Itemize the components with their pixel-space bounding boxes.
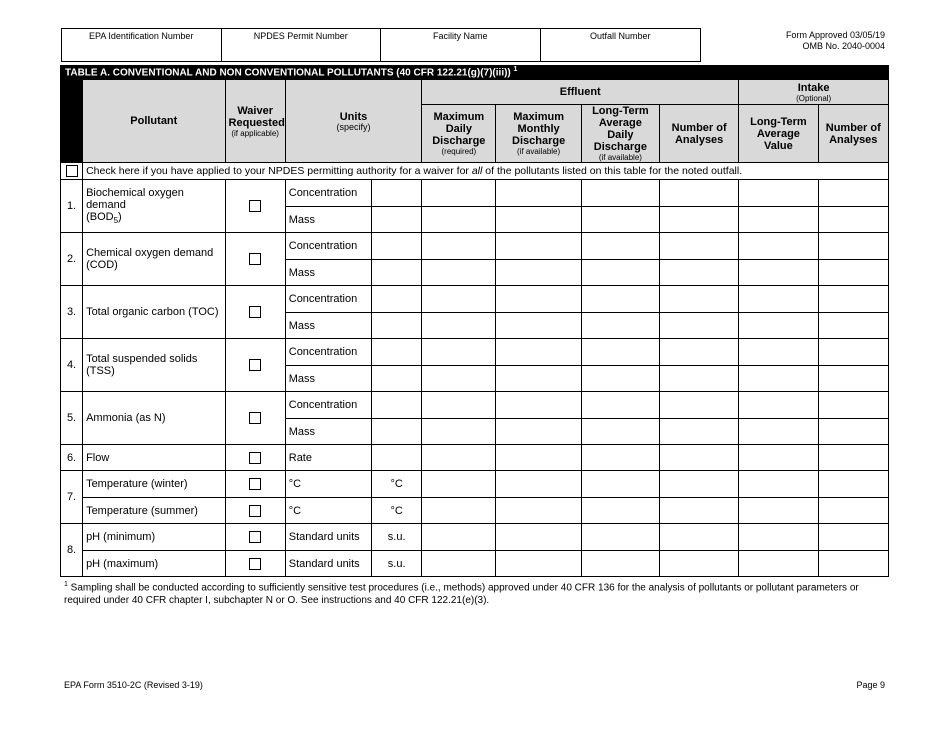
value-cell[interactable]	[739, 551, 818, 577]
omb-number: OMB No. 2040-0004	[802, 41, 885, 51]
waiver-checkbox[interactable]	[249, 306, 261, 318]
value-cell[interactable]	[818, 313, 888, 339]
pollutant-name: Total organic carbon (TOC)	[83, 286, 225, 339]
unit-input[interactable]	[372, 392, 422, 419]
value-cell[interactable]	[581, 180, 659, 207]
intake-header: Intake (Optional)	[739, 80, 889, 105]
value-cell[interactable]	[818, 339, 888, 366]
col-waiver: Waiver Requested (if applicable)	[225, 80, 285, 163]
value-cell[interactable]	[660, 524, 739, 551]
pollutant-name: Biochemical oxygen demand $(BOD_5)$	[83, 180, 225, 233]
waiver-checkbox[interactable]	[249, 253, 261, 265]
value-cell[interactable]	[660, 445, 739, 471]
value-cell[interactable]	[422, 419, 496, 445]
pollutant-name: Ammonia (as N)	[83, 392, 225, 445]
unit-label: Mass	[285, 366, 371, 392]
unit-value: s.u.	[372, 524, 422, 551]
row-number: 8.	[61, 524, 83, 577]
value-cell[interactable]	[739, 313, 818, 339]
waiver-checkbox[interactable]	[249, 412, 261, 424]
value-cell[interactable]	[496, 260, 581, 286]
value-cell[interactable]	[496, 524, 581, 551]
col-intake-avg: Long-Term Average Value	[739, 105, 818, 163]
all-waiver-cell	[61, 163, 83, 180]
value-cell[interactable]	[739, 366, 818, 392]
value-cell[interactable]	[496, 551, 581, 577]
table-title: TABLE A. CONVENTIONAL AND NON CONVENTIONAL POLLUTANTS (40 CFR 122.21(g)(7)(iii)) $^1$	[61, 66, 889, 80]
value-cell[interactable]	[581, 392, 659, 419]
unit-input[interactable]	[372, 286, 422, 313]
black-corner	[61, 80, 83, 163]
value-cell[interactable]	[660, 286, 739, 313]
value-cell[interactable]	[496, 233, 581, 260]
waiver-checkbox[interactable]	[249, 505, 261, 517]
row-number: 7.	[61, 471, 83, 524]
table-row	[61, 471, 889, 498]
value-cell[interactable]	[818, 551, 888, 577]
value-cell[interactable]	[660, 313, 739, 339]
unit-value: °C	[372, 471, 422, 498]
header-id-boxes	[61, 28, 701, 62]
value-cell[interactable]	[496, 366, 581, 392]
value-cell[interactable]	[422, 524, 496, 551]
effluent-header: Effluent	[422, 80, 739, 105]
value-cell[interactable]	[660, 551, 739, 577]
waiver-checkbox[interactable]	[249, 558, 261, 570]
unit-input[interactable]	[372, 180, 422, 207]
value-cell[interactable]	[422, 339, 496, 366]
value-cell[interactable]	[496, 339, 581, 366]
value-cell[interactable]	[818, 260, 888, 286]
value-cell[interactable]	[818, 366, 888, 392]
row-number: 4.	[61, 339, 83, 392]
table-row	[61, 524, 889, 551]
outfall-number-label: Outfall Number	[589, 31, 651, 41]
value-cell[interactable]	[818, 286, 888, 313]
value-cell[interactable]	[422, 233, 496, 260]
value-cell[interactable]	[739, 180, 818, 207]
value-cell[interactable]	[496, 180, 581, 207]
value-cell[interactable]	[581, 471, 659, 498]
table-row	[61, 392, 889, 419]
value-cell[interactable]	[496, 419, 581, 445]
value-cell[interactable]	[422, 392, 496, 419]
unit-input[interactable]	[372, 445, 422, 471]
unit-label: Standard units	[285, 551, 371, 577]
value-cell[interactable]	[581, 313, 659, 339]
value-cell[interactable]	[496, 392, 581, 419]
value-cell[interactable]	[422, 498, 496, 524]
value-cell[interactable]	[660, 419, 739, 445]
value-cell[interactable]	[581, 339, 659, 366]
form-id: EPA Form 3510-2C (Revised 3-19)	[64, 680, 203, 690]
unit-value: °C	[372, 498, 422, 524]
unit-label: °C	[285, 471, 371, 498]
unit-value: s.u.	[372, 551, 422, 577]
row-number: 3.	[61, 286, 83, 339]
all-waiver-checkbox[interactable]	[66, 165, 78, 177]
table-row	[61, 233, 889, 260]
value-cell[interactable]	[581, 260, 659, 286]
waiver-checkbox[interactable]	[249, 478, 261, 490]
value-cell[interactable]	[739, 260, 818, 286]
value-cell[interactable]	[581, 498, 659, 524]
value-cell[interactable]	[422, 366, 496, 392]
value-cell[interactable]	[660, 207, 739, 233]
value-cell[interactable]	[739, 445, 818, 471]
value-cell[interactable]	[422, 313, 496, 339]
footnote: $^1$ Sampling shall be conducted according to sufficiently sensitive test procedures (i.e., methods) approved under 40 CFR 136 for the analysis of pollutants or pollutant parameters or required under 40 CFR chapter I, subchapter N or O. See instructions and 40 CFR 122.21(e)(3).	[64, 581, 859, 607]
facility-name-field[interactable]	[381, 29, 541, 61]
waiver-checkbox[interactable]	[249, 531, 261, 543]
col-pollutant: Pollutant	[83, 80, 225, 163]
pollutant-name: Total suspended solids (TSS)	[83, 339, 225, 392]
unit-label: Standard units	[285, 524, 371, 551]
value-cell[interactable]	[581, 207, 659, 233]
unit-label: Concentration	[285, 392, 371, 419]
row-number: 6.	[61, 445, 83, 471]
value-cell[interactable]	[581, 445, 659, 471]
value-cell[interactable]	[818, 233, 888, 260]
row-number: 2.	[61, 233, 83, 286]
unit-label: Mass	[285, 260, 371, 286]
value-cell[interactable]	[739, 339, 818, 366]
unit-label: Concentration	[285, 286, 371, 313]
value-cell[interactable]	[739, 207, 818, 233]
value-cell[interactable]	[660, 366, 739, 392]
unit-label: Mass	[285, 207, 371, 233]
epa-id-field[interactable]	[62, 29, 222, 61]
npdes-permit-label: NPDES Permit Number	[253, 31, 348, 41]
unit-input[interactable]	[372, 419, 422, 445]
value-cell[interactable]	[581, 524, 659, 551]
pollutant-name: Chemical oxygen demand (COD)	[83, 233, 225, 286]
row-number: 5.	[61, 392, 83, 445]
unit-label: Concentration	[285, 339, 371, 366]
table-row	[61, 180, 889, 207]
value-cell[interactable]	[739, 233, 818, 260]
waiver-checkbox[interactable]	[249, 452, 261, 464]
unit-label: Concentration	[285, 180, 371, 207]
col-num-analyses: Number of Analyses	[660, 105, 739, 163]
col-intake-num: Number of Analyses	[818, 105, 888, 163]
unit-input[interactable]	[372, 207, 422, 233]
value-cell[interactable]	[581, 366, 659, 392]
table-row	[61, 286, 889, 313]
unit-input[interactable]	[372, 339, 422, 366]
pollutant-name: Temperature (summer)	[83, 498, 225, 524]
value-cell[interactable]	[818, 524, 888, 551]
waiver-checkbox[interactable]	[249, 359, 261, 371]
value-cell[interactable]	[422, 260, 496, 286]
value-cell[interactable]	[581, 286, 659, 313]
unit-input[interactable]	[372, 260, 422, 286]
value-cell[interactable]	[496, 445, 581, 471]
value-cell[interactable]	[496, 471, 581, 498]
value-cell[interactable]	[818, 419, 888, 445]
value-cell[interactable]	[818, 207, 888, 233]
form-approved-date: Form Approved 03/05/19	[785, 30, 885, 40]
value-cell[interactable]	[739, 471, 818, 498]
col-units: Units (specify)	[285, 80, 421, 163]
unit-input[interactable]	[372, 313, 422, 339]
unit-label: °C	[285, 498, 371, 524]
value-cell[interactable]	[818, 445, 888, 471]
form-approval	[786, 30, 885, 52]
value-cell[interactable]	[422, 207, 496, 233]
value-cell[interactable]	[739, 286, 818, 313]
value-cell[interactable]	[422, 445, 496, 471]
npdes-permit-field[interactable]	[222, 29, 382, 61]
pollutant-name: pH (minimum)	[83, 524, 225, 551]
table-row	[61, 551, 889, 577]
value-cell[interactable]	[660, 180, 739, 207]
value-cell[interactable]	[818, 392, 888, 419]
unit-label: Rate	[285, 445, 371, 471]
value-cell[interactable]	[581, 419, 659, 445]
value-cell[interactable]	[422, 286, 496, 313]
unit-label: Mass	[285, 419, 371, 445]
value-cell[interactable]	[660, 260, 739, 286]
value-cell[interactable]	[496, 207, 581, 233]
unit-label: Concentration	[285, 233, 371, 260]
outfall-number-field[interactable]	[541, 29, 701, 61]
epa-id-label: EPA Identification Number	[89, 31, 194, 41]
value-cell[interactable]	[739, 524, 818, 551]
value-cell[interactable]	[422, 180, 496, 207]
table-row	[61, 445, 889, 471]
unit-label: Mass	[285, 313, 371, 339]
value-cell[interactable]	[660, 498, 739, 524]
value-cell[interactable]	[581, 233, 659, 260]
value-cell[interactable]	[818, 180, 888, 207]
value-cell[interactable]	[739, 392, 818, 419]
table-row	[61, 339, 889, 366]
waiver-checkbox[interactable]	[249, 200, 261, 212]
value-cell[interactable]	[496, 286, 581, 313]
page-number: Page 9	[856, 680, 885, 690]
value-cell[interactable]	[739, 498, 818, 524]
facility-name-label: Facility Name	[432, 31, 488, 41]
col-long-term: Long-Term Average Daily Discharge (if available)	[581, 105, 659, 163]
value-cell[interactable]	[818, 471, 888, 498]
value-cell[interactable]	[818, 498, 888, 524]
value-cell[interactable]	[422, 471, 496, 498]
pollutant-name: Flow	[83, 445, 225, 471]
table-row	[61, 498, 889, 524]
pollutant-name: Temperature (winter)	[83, 471, 225, 498]
value-cell[interactable]	[660, 339, 739, 366]
row-number: 1.	[61, 180, 83, 233]
value-cell[interactable]	[660, 471, 739, 498]
all-waiver-text: Check here if you have applied to your NPDES permitting authority for a waiver for all of the pollutants listed on this table for the noted outfall.	[83, 163, 889, 180]
col-max-monthly: Maximum Monthly Discharge (if available)	[496, 105, 581, 163]
unit-input[interactable]	[372, 366, 422, 392]
pollutants-table	[60, 65, 889, 577]
value-cell[interactable]	[660, 392, 739, 419]
value-cell[interactable]	[739, 419, 818, 445]
col-max-daily: Maximum Daily Discharge (required)	[422, 105, 496, 163]
value-cell[interactable]	[660, 233, 739, 260]
pollutant-name: pH (maximum)	[83, 551, 225, 577]
value-cell[interactable]	[422, 551, 496, 577]
value-cell[interactable]	[581, 551, 659, 577]
value-cell[interactable]	[496, 498, 581, 524]
value-cell[interactable]	[496, 313, 581, 339]
unit-input[interactable]	[372, 233, 422, 260]
